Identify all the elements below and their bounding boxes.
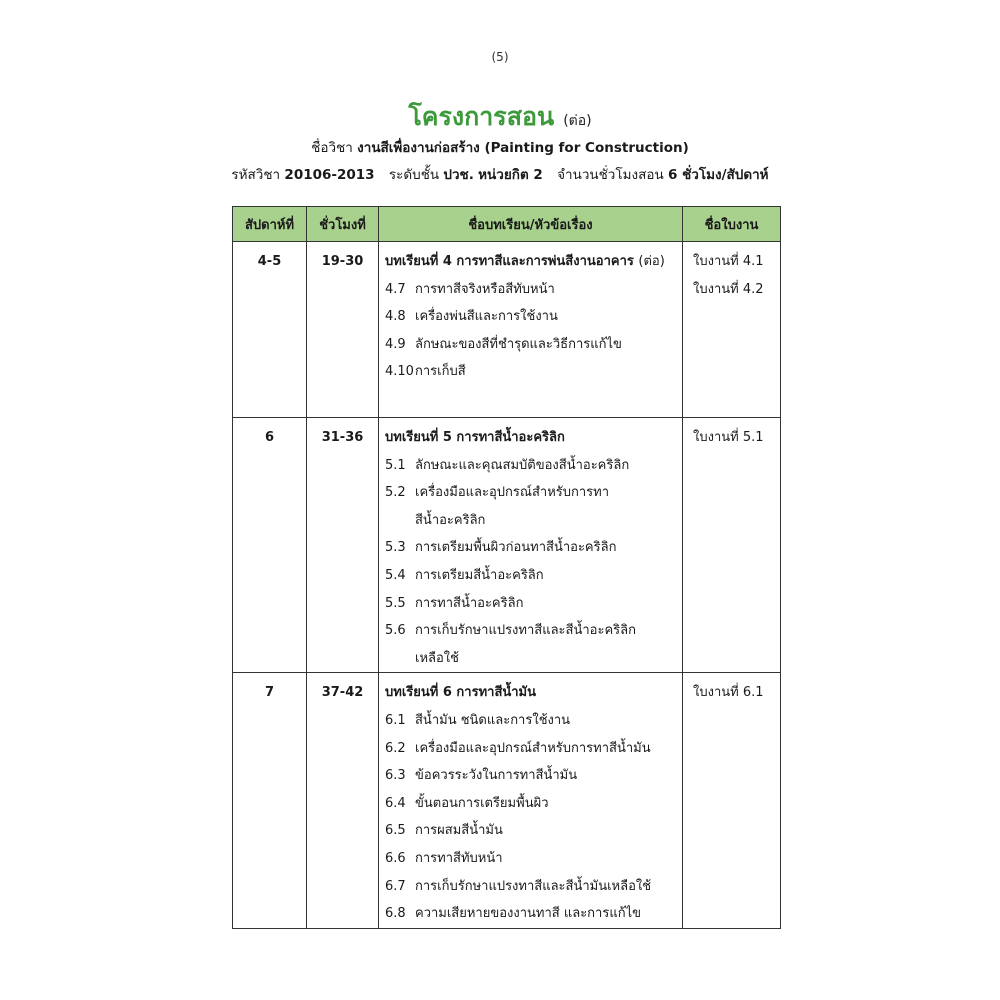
week-cell: 6 [233,418,307,673]
list-item: 5.4 การเตรียมสีน้ำอะคริลิก [385,567,544,583]
worksheet-item: ใบงานที่ 6.1 [693,685,764,701]
topic-cell [379,242,683,418]
list-item: 6.5 การผสมสีน้ำมัน [385,823,503,839]
title-main: โครงการสอน [408,102,555,131]
subject-value: งานสีเพื่องานก่อสร้าง (Painting for Construction) [357,140,689,156]
hours-cell: 31-36 [307,418,379,673]
header-hours: ชั่วโมงที่ [307,207,379,242]
list-item: 4.10การเก็บสี [385,364,466,380]
worksheet-cell [683,242,781,418]
hours-label: จำนวนชั่วโมงสอน [557,167,664,183]
table-row [233,242,781,418]
lesson-heading: บทเรียนที่ 5 การทาสีน้ำอะคริลิก [385,430,565,445]
subject-label: ชื่อวิชา [311,140,353,156]
table-header-row [233,207,781,242]
hours-cell: 19-30 [307,242,379,418]
lesson-heading: บทเรียนที่ 6 การทาสีน้ำมัน [385,685,537,701]
list-item: 6.6 การทาสีทับหน้า [385,850,503,866]
list-item: 6.3 ข้อควรระวังในการทาสีน้ำมัน [385,768,578,784]
worksheet-cell [683,673,781,928]
course-credit: หน่วยกิต 2 [478,167,543,183]
list-item-continuation: เหลือใช้ [415,650,459,666]
course-level: ปวช. [443,167,474,183]
title-sub: (ต่อ) [563,113,592,129]
list-item: 5.6 การเก็บรักษาแปรงทาสีและสีน้ำอะคริลิก [385,623,636,639]
topic-cell [379,673,683,928]
worksheet-cell [683,418,781,673]
list-item: 5.1 ลักษณะและคุณสมบัติของสีน้ำอะคริลิก [385,457,630,473]
worksheet-item: ใบงานที่ 4.2 [693,281,764,297]
week-cell: 7 [233,673,307,928]
header-week: สัปดาห์ที่ [233,207,307,242]
page-title [0,100,1000,138]
header-worksheet: ชื่อใบงาน [683,207,781,242]
hours-cell: 37-42 [307,673,379,928]
list-item: 5.2 เครื่องมือและอุปกรณ์สำหรับการทา [385,485,610,501]
table-row [233,418,781,673]
week-cell: 4-5 [233,242,307,418]
list-item: 5.5 การทาสีน้ำอะคริลิก [385,595,524,611]
code-label: รหัสวิชา [231,167,281,183]
page-number: (5) [491,50,509,64]
list-item: 4.7 การทาสีจริงหรือสีทับหน้า [385,281,555,297]
list-item: 6.7 การเก็บรักษาแปรงทาสีและสีน้ำมันเหลือใช้ [385,878,652,894]
course-hours: 6 ชั่วโมง/สัปดาห์ [668,167,769,183]
lesson-plan-table [232,206,781,929]
heading-note: (ต่อ) [638,254,665,269]
list-item: 6.8 ความเสียหายของงานทาสี และการแก้ไข [385,906,642,922]
list-item: 4.8 เครื่องพ่นสีและการใช้งาน [385,309,558,325]
list-item: 5.3 การเตรียมพื้นผิวก่อนทาสีน้ำอะคริลิก [385,540,617,556]
course-code: 20106-2013 [284,167,375,183]
list-item: 4.9 ลักษณะของสีที่ชำรุดและวิธีการแก้ไข [385,336,622,352]
list-item-continuation: สีน้ำอะคริลิก [415,512,486,528]
list-item: 6.4 ขั้นตอนการเตรียมพื้นผิว [385,795,549,811]
subject-line [0,137,1000,159]
list-item: 6.1 สีน้ำมัน ชนิดและการใช้งาน [385,712,571,728]
level-label: ระดับชั้น [388,167,440,183]
worksheet-item: ใบงานที่ 4.1 [693,254,764,269]
lesson-heading: บทเรียนที่ 4 การทาสีและการพ่นสีงานอาคาร (ต่อ) [385,254,665,269]
header-topic: ชื่อบทเรียน/หัวข้อเรื่อง [379,207,683,242]
list-item: 6.2 เครื่องมือและอุปกรณ์สำหรับการทาสีน้ำมัน [385,740,651,756]
course-info-line [0,164,1000,186]
worksheet-item: ใบงานที่ 5.1 [693,430,764,445]
table-row [233,673,781,928]
topic-cell [379,418,683,673]
